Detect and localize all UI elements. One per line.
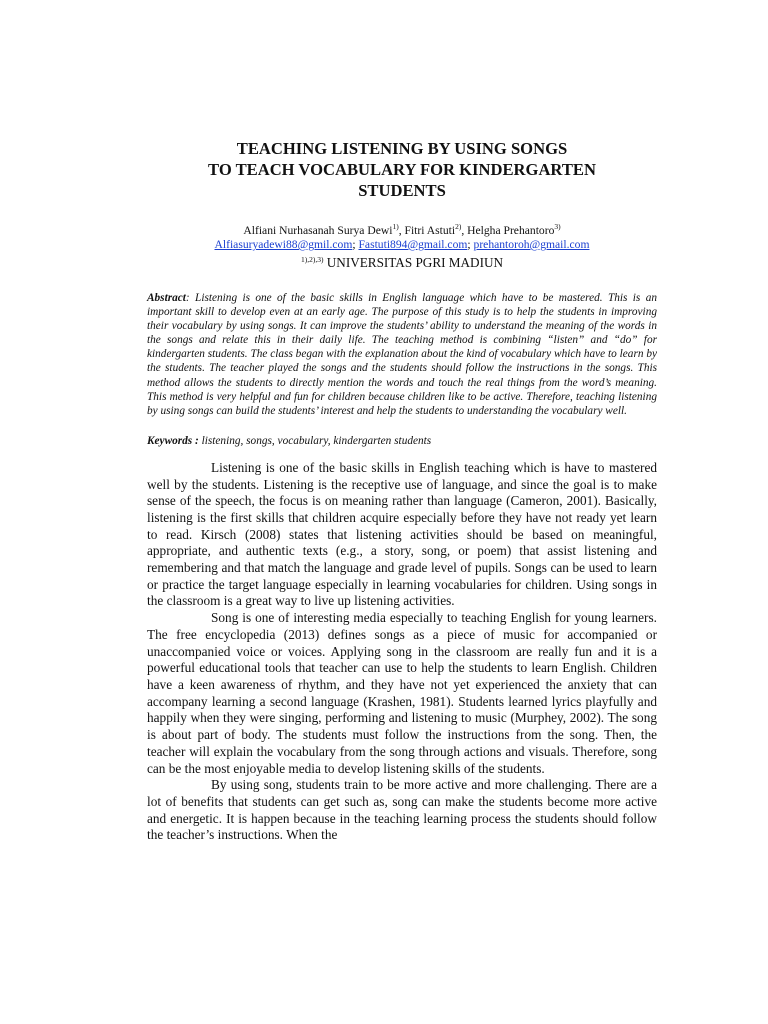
author-marker: 2) xyxy=(455,222,462,231)
author-name: Helgha Prehantoro xyxy=(467,224,555,237)
affiliation-marker: 1),2),3) xyxy=(300,255,324,264)
email-link[interactable]: Fastuti894@gmail.com xyxy=(358,238,468,251)
email-list xyxy=(147,238,657,252)
paragraph: By using song, students train to be more active and more challenging. There are a lot of benefits that students can get such as, song can make the students become more active and energetic. It is happen because in the teaching learning process the students should follow the teacher’s instructions. When the xyxy=(147,777,657,843)
keywords-text: listening, songs, vocabulary, kindergarten students xyxy=(198,434,432,447)
author-marker: 3) xyxy=(554,222,561,231)
author-name: Alfiani Nurhasanah Surya Dewi xyxy=(243,224,393,237)
author-list xyxy=(147,219,657,238)
affiliation-name: UNIVERSITAS PGRI MADIUN xyxy=(323,255,504,270)
email-link[interactable]: prehantoroh@gmail.com xyxy=(473,238,590,251)
paragraph: Listening is one of the basic skills in English teaching which is have to mastered well by the students. Listening is the receptive use of language, and since the goal is to make sense of the speech, the focus is on meaning rather than language (Cameron, 2001). Basically, listening is the first skills that children acquire especially before they have not ready yet learn to read. Kirsch (2008) states that listening activities should be based on meaningful, appropriate, and authentic texts (e.g., a story, song, or poem) that assist listening and remembering and that match the language and grade level of pupils. Songs can be used to learn or practice the target language especially in learning vocabularies for children. Using songs in the classroom is a great way to live up listening activities. xyxy=(147,459,657,609)
title-line-3: STUDENTS xyxy=(358,181,446,200)
abstract xyxy=(147,291,657,418)
paragraph: Song is one of interesting media especially to teaching English for young learners. The free encyclopedia (2013) defines songs as a piece of music for accompanied or unaccompanied voice or voices. Applying song in the classroom are really fun and it is a powerful educational tools that teacher can use to help the students to learn English. Children have a keen awareness of rhythm, and they have not yet experienced the anxiety that can accompany learning a second language (Krashen, 1981). Students learned lyrics playfully and happily when they were singing, performing and listening to music (Murphey, 2002). The song is about part of body. The students must follow the instructions from the song. Then, the teacher will explain the vocabulary from the song through actions and visuals. Therefore, song can be the most enjoyable media to develop listening skills of the students. xyxy=(147,610,657,776)
keywords xyxy=(147,434,657,448)
title-line-1: TEACHING LISTENING BY USING SONGS xyxy=(236,139,568,158)
email-separator: ; xyxy=(467,238,474,251)
author-marker: 1) xyxy=(392,222,399,231)
abstract-label: Abstract xyxy=(147,292,186,304)
paper-page xyxy=(147,138,657,844)
email-link[interactable]: Alfiasuryadewi88@gmil.com xyxy=(214,238,353,251)
affiliation xyxy=(147,252,657,271)
keywords-label: Keywords : xyxy=(147,434,199,447)
body-text xyxy=(147,460,657,844)
author-separator: , xyxy=(398,224,405,237)
author-name: Fitri Astuti xyxy=(404,224,456,237)
paper-title xyxy=(147,138,657,201)
title-line-2: TO TEACH VOCABULARY FOR KINDERGARTEN xyxy=(208,160,596,179)
email-separator: ; xyxy=(352,238,359,251)
author-separator: , xyxy=(461,224,468,237)
abstract-text: : Listening is one of the basic skills in English language which have to be mastered. This is an important skill to develop even at an early age. The purpose of this study is to help the students in improving their vocabulary by using songs. It can improve the students’ ability to understand the meaning of the words in the songs and relate this in their daily life. The teaching method is combining “listen” and “do” for kindergarten students. The class began with the explanation about the kind of vocabulary which have to learn by the students. The teacher played the songs and the students should follow the instructions in the songs. This method allows the students to directly mention the words and touch the real things from the word’s meaning. This method is very helpful and fun for children because children like to be active. Therefore, teaching listening by using songs can build the students’ interest and help the students to understanding the vocabulary well. xyxy=(147,292,657,417)
